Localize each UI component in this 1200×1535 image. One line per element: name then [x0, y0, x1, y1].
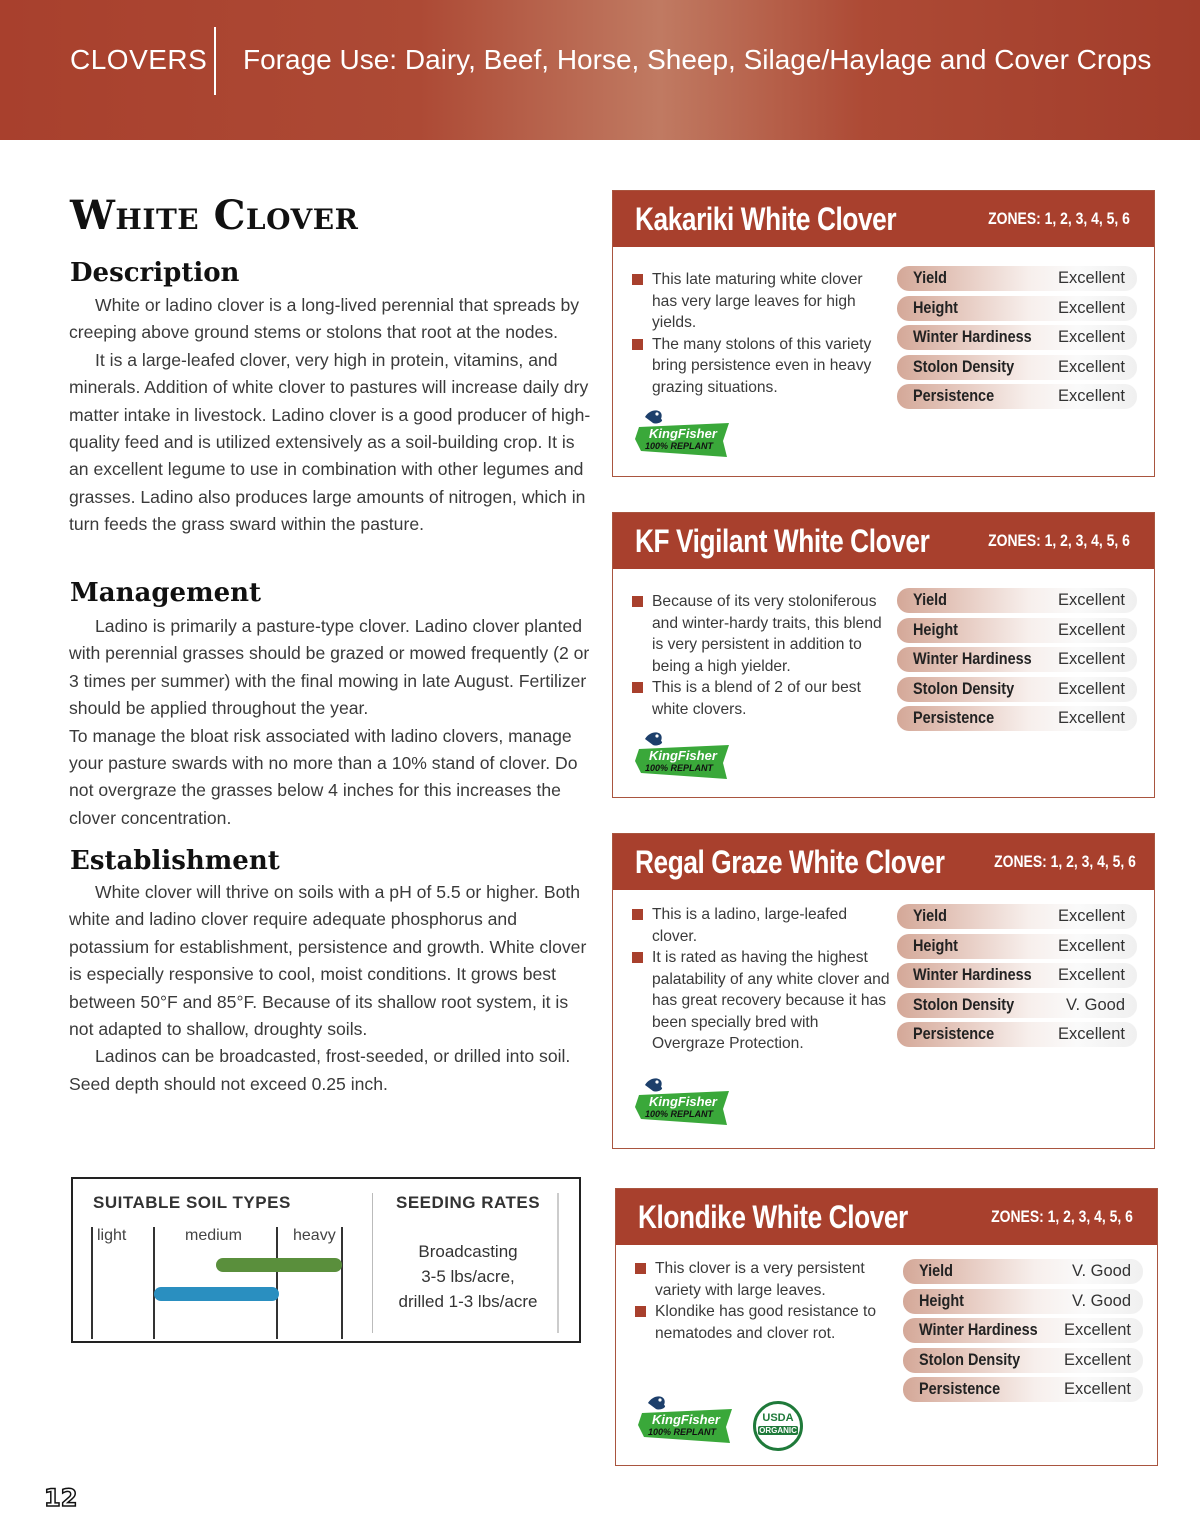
soil-scale-line: [91, 1227, 93, 1339]
rating-label: Height: [913, 297, 958, 317]
product-bullets: [631, 904, 893, 1055]
svg-text:100% REPLANT: 100% REPLANT: [645, 1109, 714, 1119]
rating-label: Winter Hardiness: [913, 649, 1032, 668]
kingfisher-replant-logo: [635, 407, 731, 459]
product-bullet: This late maturing white clover has very large leaves for high yields.: [631, 269, 889, 334]
description-paragraph: It is a large-leafed clover, very high in protein, vitamins, and minerals. Addition of white clover to pastures will increase daily dry matter intake in livestock. Ladino clover is a good producer of high-quality feed and is utilized extensively as a soil-building crop. It is an excellent legume to use in combination with other legumes and grasses. Ladino also produces large amounts of nitrogen, which in turn feeds the grass sward within the pasture.: [69, 349, 591, 535]
product-zones: ZONES: 1, 2, 3, 4, 5, 6: [994, 852, 1136, 871]
product-name: KF Vigilant White Clover: [635, 523, 930, 559]
product-bullet: Klondike has good resistance to nematodes and clover rot.: [634, 1301, 896, 1344]
rating-row: [897, 588, 1137, 613]
rating-label: Persistence: [919, 1379, 1001, 1398]
svg-text:KingFisher: KingFisher: [652, 1412, 720, 1427]
rating-label: Yield: [919, 1261, 953, 1280]
product-ratings: [897, 588, 1137, 736]
product-ratings: [903, 1259, 1143, 1407]
product-bullet: Because of its very stoloniferous and winter-hardy traits, this blend is very persistent in addition to being a high yielder.: [631, 591, 889, 677]
soil-range-bar-green: [216, 1258, 342, 1272]
product-zones: ZONES: 1, 2, 3, 4, 5, 6: [988, 209, 1130, 228]
rating-row: [897, 647, 1137, 672]
svg-text:100% REPLANT: 100% REPLANT: [645, 441, 714, 451]
seeding-line: drilled 1-3 lbs/acre: [398, 1292, 538, 1311]
rating-label: Height: [913, 619, 958, 639]
product-bullet: This is a blend of 2 of our best white clovers.: [631, 677, 889, 720]
rating-value: Excellent: [1058, 966, 1125, 984]
rating-value: Excellent: [1058, 650, 1125, 668]
rating-row: [897, 325, 1137, 350]
product-bullets: [631, 591, 889, 720]
product-card-klondike: [615, 1188, 1158, 1466]
rating-row: [897, 266, 1137, 291]
rating-label: Stolon Density: [913, 678, 1015, 698]
product-bullet: It is rated as having the highest palatability of any white clover and has great recovery because it has been specially bred with Overgraze Protection.: [631, 947, 893, 1055]
rating-label: Height: [913, 935, 958, 955]
soil-types-title: SUITABLE SOIL TYPES: [93, 1193, 291, 1212]
management-paragraph: Ladino is primarily a pasture-type clover. Ladino clover planted with perennial grasses should be grazed or mowed frequently (2 or 3 times per summer) with the final mowing in late August. Fertilizer should be applied throughout the year.: [69, 616, 590, 719]
rating-label: Yield: [913, 268, 947, 287]
rating-row: [903, 1318, 1143, 1343]
seeding-line: Broadcasting: [418, 1242, 518, 1261]
rating-row: [897, 384, 1137, 409]
seeding-line: 3-5 lbs/acre,: [421, 1267, 515, 1286]
header-divider: [214, 27, 216, 95]
product-name: Regal Graze White Clover: [635, 844, 945, 880]
management-paragraph: To manage the bloat risk associated with ladino clovers, manage your pasture swards with no more than a 10% stand of clover. Do not overgraze the grasses below 4 inches for this increases the clover concentration.: [69, 725, 578, 828]
rating-value: V. Good: [1071, 1262, 1131, 1280]
svg-text:KingFisher: KingFisher: [649, 426, 717, 441]
page-title: White Clover: [70, 192, 359, 239]
product-ratings: [897, 904, 1137, 1052]
soil-seeding-box: [71, 1177, 581, 1343]
seeding-rates-text: [378, 1239, 558, 1314]
product-card-header: [613, 191, 1154, 247]
rating-value: Excellent: [1058, 387, 1125, 405]
product-bullet: The many stolons of this variety bring persistence even in heavy grazing situations.: [631, 334, 889, 399]
rating-row: [903, 1289, 1143, 1314]
product-card-header: [613, 834, 1154, 890]
establishment-heading: Establishment: [70, 846, 280, 876]
management-heading: Management: [70, 578, 262, 608]
rating-row: [897, 677, 1137, 702]
rating-value: Excellent: [1058, 709, 1125, 727]
section-title: CLOVERS: [70, 44, 208, 75]
rating-row: [903, 1377, 1143, 1402]
rating-label: Persistence: [913, 1024, 995, 1043]
product-card-kf-vigilant: [612, 512, 1155, 798]
rating-label: Winter Hardiness: [919, 1320, 1038, 1339]
product-zones: ZONES: 1, 2, 3, 4, 5, 6: [991, 1207, 1133, 1226]
description-heading: Description: [70, 258, 240, 288]
box-divider: [372, 1193, 373, 1333]
soil-scale-line: [341, 1227, 343, 1339]
product-name: Klondike White Clover: [638, 1199, 908, 1235]
svg-text:KingFisher: KingFisher: [649, 748, 717, 763]
rating-value: Excellent: [1064, 1380, 1131, 1398]
rating-value: Excellent: [1058, 298, 1125, 317]
kingfisher-replant-logo: [635, 729, 731, 781]
usda-organic-seal: USDA ORGANIC: [753, 1401, 803, 1451]
forage-use: Forage Use: Dairy, Beef, Horse, Sheep, Silage/Haylage and Cover Crops: [243, 44, 1152, 75]
soil-label-medium: medium: [185, 1227, 242, 1244]
product-bullets: [634, 1258, 896, 1344]
rating-label: Persistence: [913, 386, 995, 405]
product-bullet: This is a ladino, large-leafed clover.: [631, 904, 893, 947]
establishment-text: [69, 879, 591, 1098]
soil-scale-line: [153, 1227, 155, 1339]
description-text: [69, 292, 591, 539]
rating-row: [897, 934, 1137, 959]
soil-label-light: light: [97, 1227, 127, 1244]
rating-value: Excellent: [1058, 269, 1125, 287]
rating-value: Excellent: [1058, 907, 1125, 925]
product-bullets: [631, 269, 889, 398]
rating-row: [897, 618, 1137, 643]
rating-label: Winter Hardiness: [913, 327, 1032, 346]
svg-text:100% REPLANT: 100% REPLANT: [648, 1427, 717, 1437]
product-name: Kakariki White Clover: [635, 201, 897, 237]
rating-value: V. Good: [1071, 1291, 1131, 1310]
rating-label: Stolon Density: [913, 356, 1015, 376]
svg-text:KingFisher: KingFisher: [649, 1094, 717, 1109]
rating-value: Excellent: [1058, 328, 1125, 346]
page-number: 12: [44, 1484, 78, 1512]
rating-value: V. Good: [1065, 995, 1125, 1014]
management-text: [69, 613, 591, 832]
rating-row: [897, 904, 1137, 929]
rating-label: Stolon Density: [913, 994, 1015, 1014]
rating-row: [897, 963, 1137, 988]
soil-range-bar-blue: [154, 1287, 279, 1301]
rating-value: Excellent: [1064, 1350, 1131, 1369]
description-paragraph: White or ladino clover is a long-lived perennial that spreads by creeping above ground stems or stolons that root at the nodes.: [69, 295, 580, 343]
rating-value: Excellent: [1058, 679, 1125, 698]
rating-label: Persistence: [913, 708, 995, 727]
product-card-header: [616, 1189, 1157, 1245]
rating-value: Excellent: [1064, 1321, 1131, 1339]
rating-label: Stolon Density: [919, 1349, 1021, 1369]
establishment-paragraph: Ladinos can be broadcasted, frost-seeded, or drilled into soil. Seed depth should not exceed 0.25 inch.: [69, 1046, 571, 1094]
rating-value: Excellent: [1058, 357, 1125, 376]
rating-label: Height: [919, 1290, 964, 1310]
rating-value: Excellent: [1058, 936, 1125, 955]
rating-value: Excellent: [1058, 591, 1125, 609]
rating-row: [897, 1022, 1137, 1047]
soil-scale-line: [276, 1227, 278, 1339]
rating-label: Yield: [913, 590, 947, 609]
product-card-regal-graze: [612, 833, 1155, 1149]
kingfisher-replant-logo: [638, 1393, 734, 1445]
product-card-kakariki: [612, 190, 1155, 477]
product-ratings: [897, 266, 1137, 414]
rating-value: Excellent: [1058, 620, 1125, 639]
rating-row: [897, 706, 1137, 731]
rating-row: [897, 993, 1137, 1018]
rating-row: [903, 1348, 1143, 1373]
rating-value: Excellent: [1058, 1025, 1125, 1043]
seeding-rates-title: SEEDING RATES: [396, 1193, 541, 1212]
rating-row: [903, 1259, 1143, 1284]
soil-label-heavy: heavy: [293, 1227, 336, 1244]
rating-label: Winter Hardiness: [913, 965, 1032, 984]
establishment-paragraph: White clover will thrive on soils with a pH of 5.5 or higher. Both white and ladino clover require adequate phosphorus and potassium for establishment, persistence and growth. White clover is especially responsive to cool, moist conditions. It grows best between 50°F and 85°F. Because of its shallow root system, it is not adapted to shallow, droughty soils.: [69, 882, 587, 1040]
product-bullet: This clover is a very persistent variety with large leaves.: [634, 1258, 896, 1301]
svg-text:100% REPLANT: 100% REPLANT: [645, 763, 714, 773]
rating-row: [897, 355, 1137, 380]
rating-row: [897, 296, 1137, 321]
product-zones: ZONES: 1, 2, 3, 4, 5, 6: [988, 531, 1130, 550]
kingfisher-replant-logo: [635, 1075, 731, 1127]
rating-label: Yield: [913, 906, 947, 925]
product-card-header: [613, 513, 1154, 569]
